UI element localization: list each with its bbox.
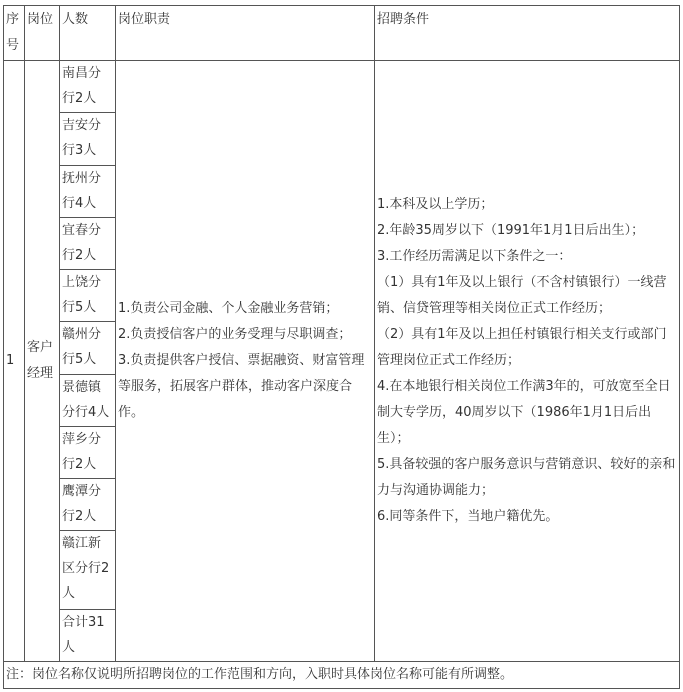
duty-item: 1.负责公司金融、个人金融业务营销； (118, 301, 339, 316)
count-cell: 抚州分行4人 (60, 165, 116, 217)
count-cell: 吉安分行3人 (60, 113, 116, 165)
requirement-item: （2）具有1年及以上担任村镇银行相关支行或部门管理岗位正式工作经历； (377, 327, 667, 368)
requirement-item: 1.本科及以上学历； (377, 197, 494, 212)
header-requirements: 招聘条件 (375, 6, 680, 61)
header-row (4, 6, 680, 61)
count-cell: 宜春分行2人 (60, 217, 116, 269)
count-cell: 南昌分行2人 (60, 61, 116, 113)
requirement-item: 3.工作经历需满足以下条件之一： (377, 249, 572, 264)
note-text: 注：岗位名称仅说明所招聘岗位的工作范围和方向，入职时具体岗位名称可能有所调整。 (4, 661, 680, 688)
count-cell: 赣江新区分行2人 (60, 531, 116, 609)
recruitment-table (3, 5, 680, 689)
row-seq: 1 (4, 61, 25, 662)
requirement-item: （1）具有1年及以上银行（不含村镇银行）一线营销、信贷管理等相关岗位正式工作经历； (377, 275, 667, 316)
requirement-item: 5.具备较强的客户服务意识与营销意识、较好的亲和力与沟通协调能力； (377, 457, 676, 498)
requirements-cell (375, 61, 680, 662)
note-row (4, 661, 680, 688)
duty-item: 3.负责提供客户授信、票据融资、财富管理等服务，拓展客户群体，推动客户深度合作。 (118, 353, 365, 420)
count-cell: 萍乡分行2人 (60, 426, 116, 478)
count-cell: 合计31人 (60, 609, 116, 661)
header-count: 人数 (60, 6, 116, 61)
header-position: 岗位 (25, 6, 60, 61)
count-cell: 景德镇分行4人 (60, 374, 116, 426)
count-cell: 鹰潭分行2人 (60, 478, 116, 530)
header-seq: 序号 (4, 6, 25, 61)
table-row (4, 61, 680, 113)
header-duties: 岗位职责 (116, 6, 375, 61)
row-position: 客户经理 (25, 61, 60, 662)
count-cell: 上饶分行5人 (60, 270, 116, 322)
duties-cell (116, 61, 375, 662)
duty-item: 2.负责授信客户的业务受理与尽职调查； (118, 327, 352, 342)
requirement-item: 4.在本地银行相关岗位工作满3年的，可放宽至全日制大专学历，40周岁以下（1986年1月1日后出生）； (377, 379, 671, 446)
count-cell: 赣州分行5人 (60, 322, 116, 374)
requirement-item: 2.年龄35周岁以下（1991年1月1日后出生）； (377, 223, 645, 238)
requirement-item: 6.同等条件下，当地户籍优先。 (377, 509, 559, 524)
